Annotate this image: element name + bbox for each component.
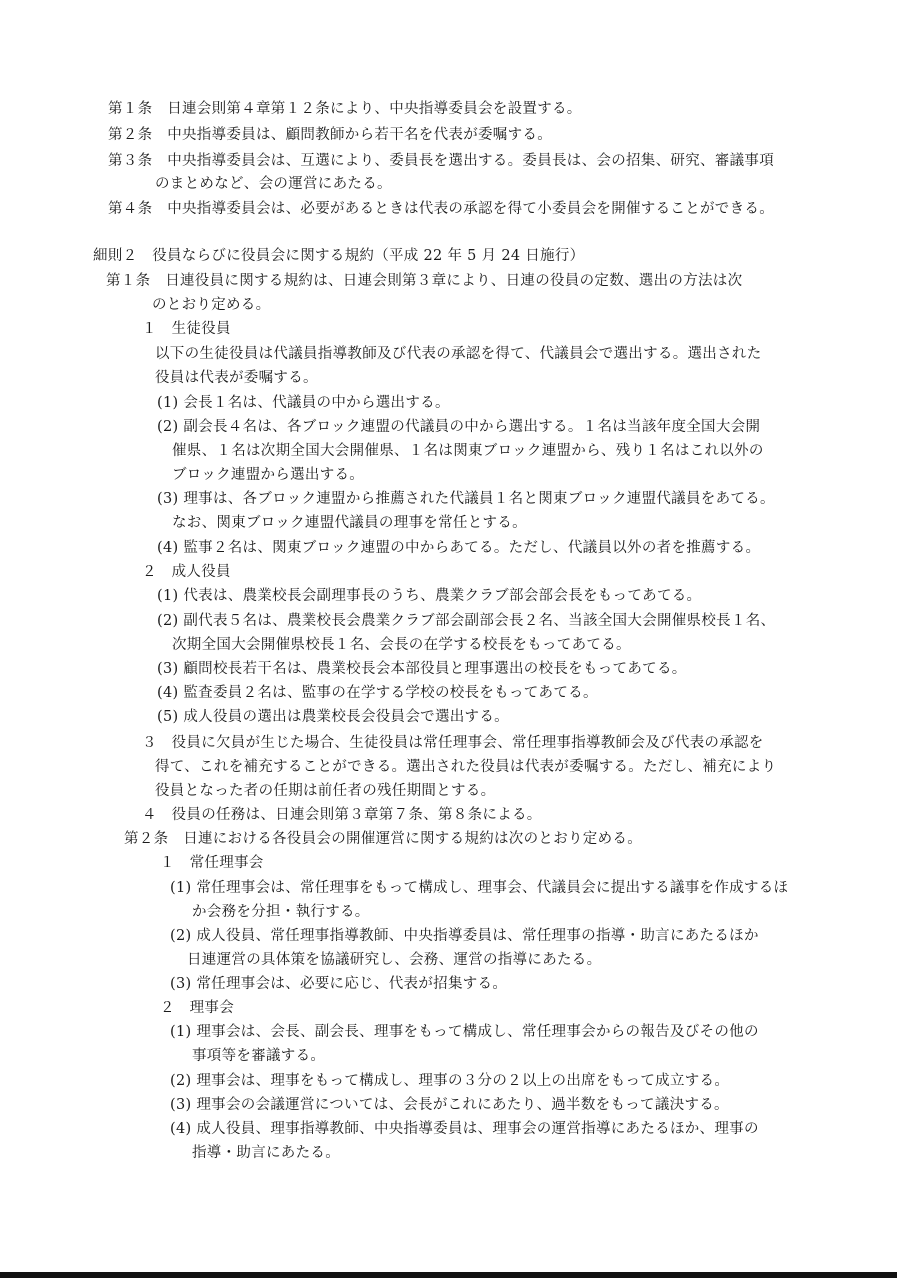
- s2-item2-sub3: (3) 顧問校長若干名は、農業校長会本部役員と理事選出の校長をもってあてる。: [157, 661, 687, 677]
- s2-item1-heading: １ 生徒役員: [142, 321, 231, 337]
- s2-art1: 第１条 日連役員に関する規約は、日連会則第３章により、日連の役員の定数、選出の方法は次: [106, 273, 743, 289]
- s2-item1-text: 以下の生徒役員は代議員指導教師及び代表の承認を得て、代議員会で選出する。選出された: [155, 346, 762, 362]
- s1-art1: 第１条 日連会則第４章第１２条により、中央指導委員会を設置する。: [108, 101, 582, 117]
- s2-item2-sub2: (2) 副代表５名は、農業校長会農業クラブ部会副部会長２名、当該全国大会開催県校長１名、: [157, 613, 776, 629]
- s2-item1-sub2-cont1: 催県、１名は次期全国大会開催県、１名は関東ブロック連盟から、残り１名はこれ以外の: [172, 443, 764, 459]
- s2-item1-sub4: (4) 監事２名は、関東ブロック連盟の中からあてる。ただし、代議員以外の者を推薦する。: [157, 540, 761, 556]
- s2-art2-item2-heading: ２ 理事会: [160, 1000, 234, 1016]
- s2-item1-sub3-cont: なお、関東ブロック連盟代議員の理事を常任とする。: [172, 515, 527, 531]
- s2-item1-sub2-cont2: ブロック連盟から選出する。: [172, 467, 365, 483]
- s2-art2-item2-sub4: (4) 成人役員、理事指導教師、中央指導委員は、理事会の運営指導にあたるほか、理事の: [170, 1121, 759, 1137]
- s1-art2: 第２条 中央指導委員は、顧問教師から若干名を代表が委嘱する。: [108, 127, 552, 143]
- s2-item2-heading: ２ 成人役員: [142, 564, 231, 580]
- s2-item3: ３ 役員に欠員が生じた場合、生徒役員は常任理事会、常任理事指導教師会及び代表の承認を: [142, 735, 764, 751]
- s2-item3-cont2: 役員となった者の任期は前任者の残任期間とする。: [155, 783, 496, 799]
- s2-art2-item2-sub4-cont: 指導・助言にあたる。: [192, 1145, 340, 1161]
- s2-art2-item1-sub3: (3) 常任理事会は、必要に応じ、代表が招集する。: [170, 976, 508, 992]
- s2-item2-sub2-cont: 次期全国大会開催県校長１名、会長の在学する校長をもってあてる。: [172, 637, 631, 653]
- s2-art2-item1-sub1: (1) 常任理事会は、常任理事をもって構成し、理事会、代議員会に提出する議事を作成するほ: [170, 880, 789, 896]
- page-bottom-border: [0, 1272, 897, 1278]
- s2-art1-cont: のとおり定める。: [152, 297, 271, 313]
- s2-art2-item2-sub3: (3) 理事会の会議運営については、会長がこれにあたり、過半数をもって議決する。: [170, 1097, 729, 1113]
- s1-art3: 第３条 中央指導委員会は、互選により、委員長を選出する。委員長は、会の招集、研究、審議事項: [108, 153, 774, 169]
- s2-art2-item2-sub2: (2) 理事会は、理事をもって構成し、理事の３分の２以上の出席をもって成立する。: [170, 1073, 730, 1089]
- section2-heading: 細則２ 役員ならびに役員会に関する規約（平成 22 年 5 月 24 日施行）: [93, 248, 585, 264]
- s2-item2-sub4: (4) 監査委員２名は、監事の在学する学校の校長をもってあてる。: [157, 685, 598, 701]
- s2-item2-sub1: (1) 代表は、農業校長会副理事長のうち、農業クラブ部会部会長をもってあてる。: [157, 588, 702, 604]
- s1-art3-cont: のまとめなど、会の運営にあたる。: [155, 176, 392, 192]
- s2-art2-item1-sub2-cont: 日連運営の具体策を協議研究し、会務、運営の指導にあたる。: [187, 952, 602, 968]
- s2-item4: ４ 役員の任務は、日連会則第３章第７条、第８条による。: [142, 807, 542, 823]
- s2-item1-sub3: (3) 理事は、各ブロック連盟から推薦された代議員１名と関東ブロック連盟代議員をあてる。: [157, 491, 775, 507]
- s2-art2-item2-sub1-cont: 事項等を審議する。: [192, 1048, 326, 1064]
- s2-art2-item1-sub1-cont: か会務を分担・執行する。: [192, 904, 370, 920]
- s2-art2-item1-sub2: (2) 成人役員、常任理事指導教師、中央指導委員は、常任理事の指導・助言にあたるほか: [170, 928, 759, 944]
- s2-art2: 第２条 日連における各役員会の開催運営に関する規約は次のとおり定める。: [124, 831, 642, 847]
- s2-item2-sub5: (5) 成人役員の選出は農業校長会役員会で選出する。: [157, 709, 509, 725]
- s2-item1-sub1: (1) 会長１名は、代議員の中から選出する。: [157, 395, 450, 411]
- s1-art4: 第４条 中央指導委員会は、必要があるときは代表の承認を得て小委員会を開催することができる。: [108, 201, 774, 217]
- s2-item1-text-cont: 役員は代表が委嘱する。: [155, 370, 318, 386]
- s2-item3-cont1: 得て、これを補充することができる。選出された役員は代表が委嘱する。ただし、補充により: [155, 759, 777, 775]
- s2-item1-sub2: (2) 副会長４名は、各ブロック連盟の代議員の中から選出する。１名は当該年度全国大会開: [157, 419, 761, 435]
- s2-art2-item1-heading: １ 常任理事会: [160, 855, 264, 871]
- s2-art2-item2-sub1: (1) 理事会は、会長、副会長、理事をもって構成し、常任理事会からの報告及びその他の: [170, 1024, 759, 1040]
